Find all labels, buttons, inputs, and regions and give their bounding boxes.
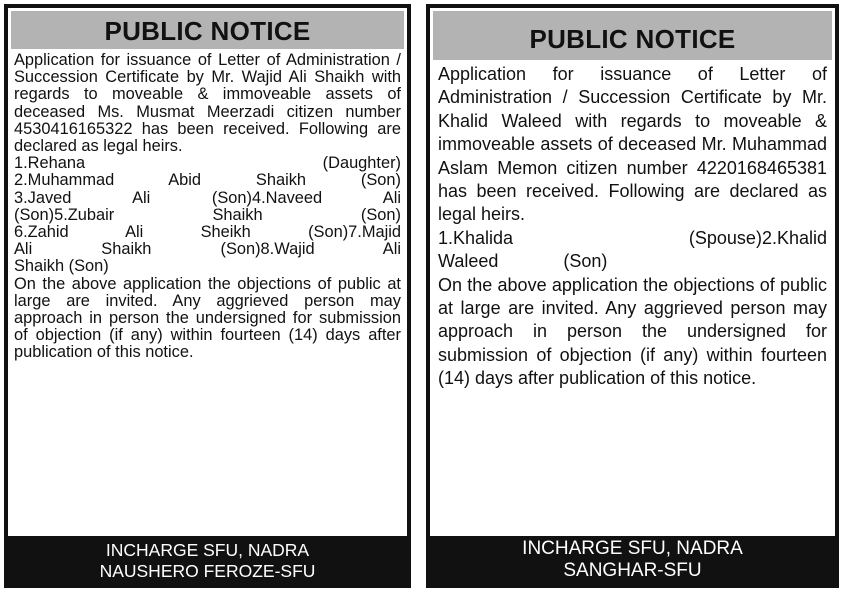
heir-line: Shaikh (Son) [14, 257, 109, 276]
notice-footer [8, 536, 407, 584]
notice-body [438, 63, 827, 391]
notice-footer [430, 536, 835, 584]
notice-title: PUBLIC NOTICE [11, 11, 404, 49]
footer-office: INCHARGE SFU, NADRA [105, 540, 310, 560]
objection-text: On the above application the objections of public at large are invited. Any aggrieved person may approach in person the undersigned for submission of objection (if any) within fourteen (14) days after publication of this notice. [438, 274, 827, 389]
heir-line: 2.Muhammad Abid Shaikh (Son) [14, 171, 401, 190]
heir-line: Ali Shaikh (Son)8.Wajid Ali [14, 240, 401, 259]
public-notice-naushero-feroze [4, 4, 411, 588]
notice-title: PUBLIC NOTICE [433, 11, 832, 60]
heir-line: 1.Khalida (Spouse)2.Khalid [438, 227, 827, 248]
objection-text: On the above application the objections of public at large are invited. Any aggrieved person may approach in person the undersigned for submission of objection (if any) within fourteen (14) days after publication of this notice. [14, 274, 401, 362]
heir-line: 6.Zahid Ali Sheikh (Son)7.Majid [14, 223, 401, 242]
footer-office: INCHARGE SFU, NADRA [522, 538, 743, 559]
legal-heirs-list [14, 155, 401, 275]
footer-location: SANGHAR-SFU [563, 560, 702, 581]
heir-line: Waleed (Son) [438, 251, 608, 272]
public-notice-sanghar [426, 4, 839, 588]
notice-body [14, 52, 401, 362]
heir-line: 3.Javed Ali (Son)4.Naveed Ali [14, 188, 401, 207]
application-text: Application for issuance of Letter of Administration / Succession Certificate by Mr. Khalid Waleed with regards to moveable & immoveable assets of deceased Mr. Muhammad Aslam Memon citizen number 4220168465381 has been received. Following are declared as legal heirs. [438, 64, 827, 225]
heir-line: (Son)5.Zubair Shaikh (Son) [14, 205, 401, 224]
footer-location: NAUSHERO FEROZE-SFU [99, 561, 316, 581]
heir-line: 1.Rehana (Daughter) [14, 154, 401, 173]
application-text: Application for issuance of Letter of Administration / Succession Certificate by Mr. Wajid Ali Shaikh with regards to moveable & immoveable assets of deceased Ms. Musmat Meerzadi citizen number 4530416165322 has been received. Following are declared as legal heirs. [14, 51, 401, 156]
legal-heirs-list [438, 227, 827, 274]
